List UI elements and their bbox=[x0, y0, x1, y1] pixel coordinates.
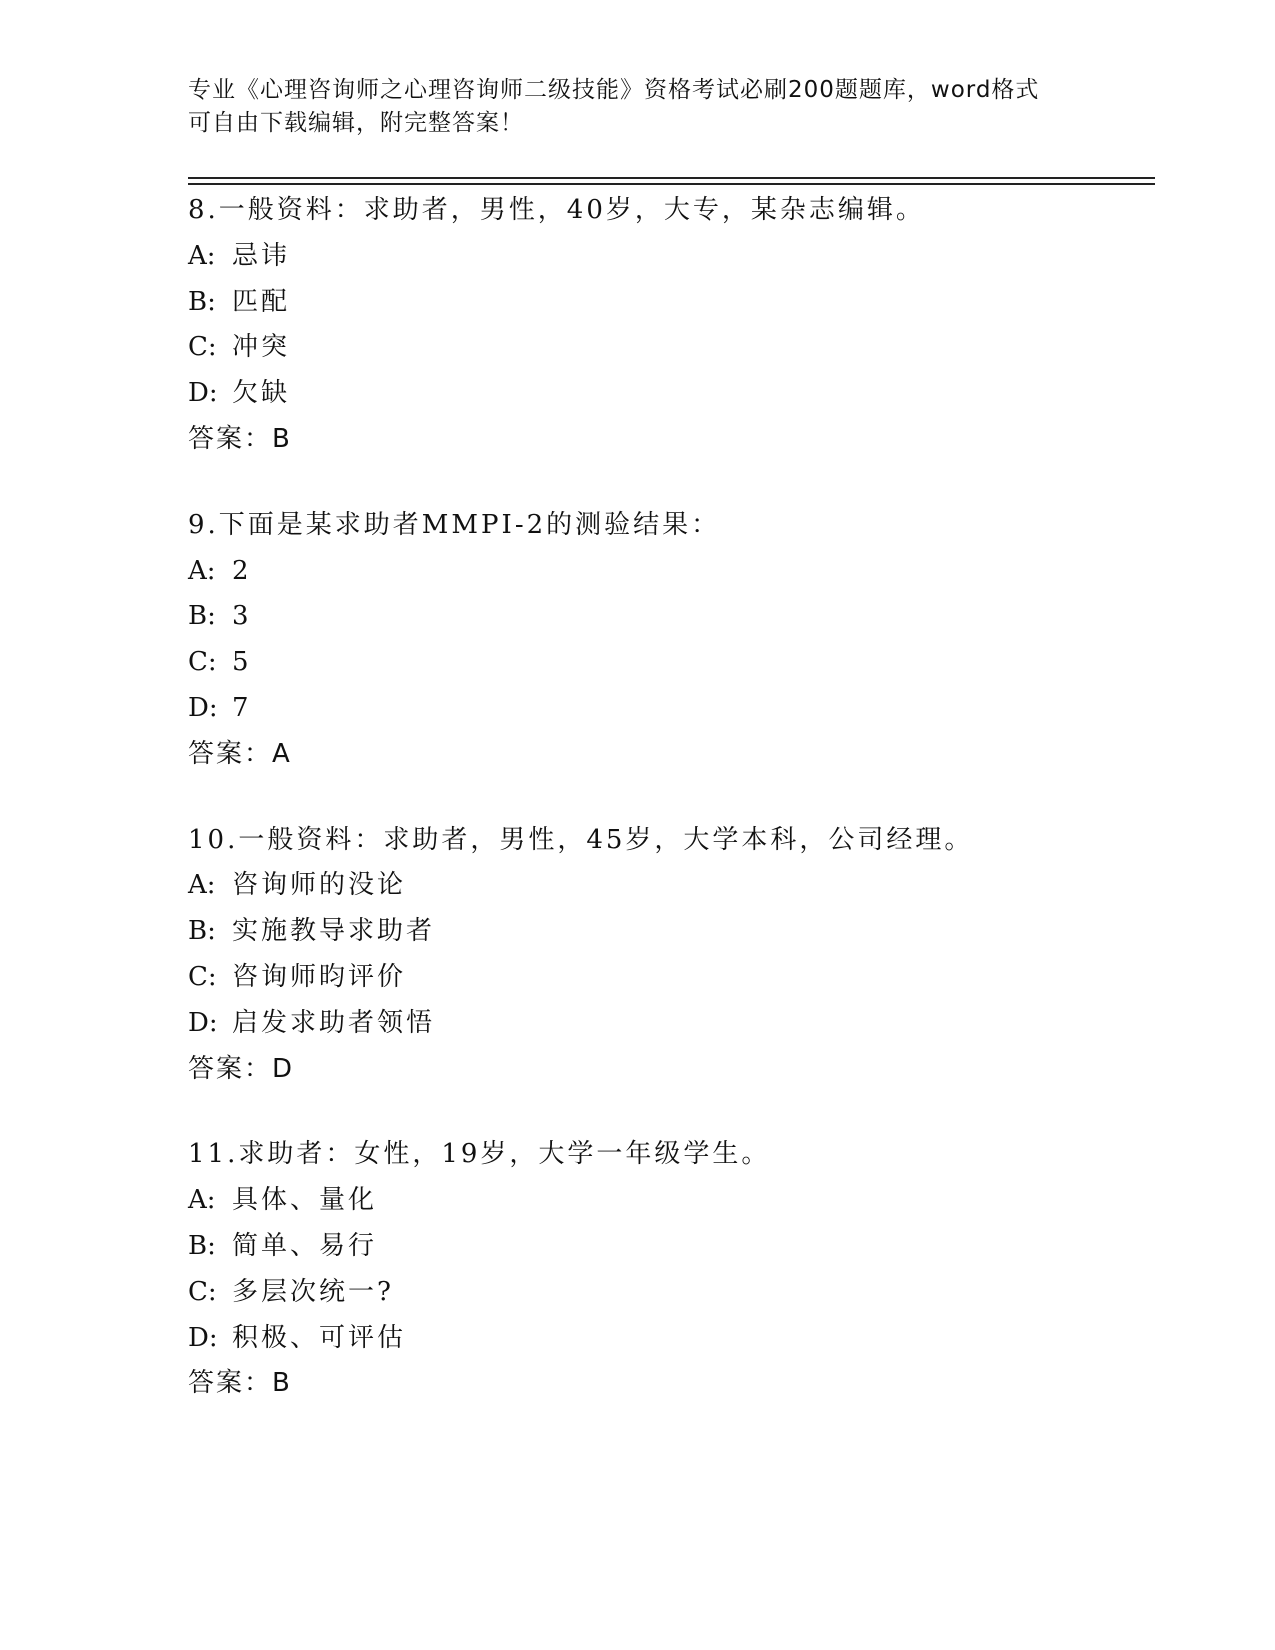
option-text: 忌讳 bbox=[232, 240, 291, 271]
option-letter: B: bbox=[188, 916, 216, 947]
question-9 bbox=[188, 503, 1148, 778]
option-d bbox=[188, 1001, 1148, 1047]
answer-line bbox=[188, 1047, 1148, 1093]
header-divider-top bbox=[188, 177, 1155, 179]
option-a bbox=[188, 234, 1148, 280]
answer-label: 答案： bbox=[188, 423, 273, 454]
answer-line bbox=[188, 732, 1148, 778]
option-letter: C: bbox=[188, 961, 217, 992]
option-letter: A: bbox=[188, 555, 216, 586]
option-letter: D: bbox=[188, 378, 218, 409]
option-letter: C: bbox=[188, 647, 217, 678]
option-text: 2 bbox=[232, 555, 252, 586]
question-stem: 9.下面是某求助者MMPI-2的测验结果： bbox=[188, 509, 721, 540]
option-text: 实施教导求助者 bbox=[232, 916, 436, 947]
header-title-line-2: 可自由下载编辑，附完整答案！ bbox=[188, 110, 524, 136]
question-8 bbox=[188, 188, 1148, 463]
option-letter: A: bbox=[188, 240, 216, 271]
question-11 bbox=[188, 1132, 1148, 1407]
option-b bbox=[188, 594, 1148, 640]
option-d bbox=[188, 1316, 1148, 1362]
option-text: 咨询师的没论 bbox=[232, 870, 407, 901]
option-c bbox=[188, 640, 1148, 686]
question-stem: 10.一般资料：求助者，男性，45岁，大学本科，公司经理。 bbox=[188, 824, 974, 855]
option-text: 启发求助者领悟 bbox=[232, 1007, 436, 1038]
answer-value: A bbox=[272, 738, 290, 769]
question-stem: 8.一般资料：求助者，男性，40岁，大专，某杂志编辑。 bbox=[188, 195, 925, 225]
option-text: 积极、可评估 bbox=[232, 1322, 407, 1353]
answer-value: B bbox=[272, 423, 290, 454]
answer-label: 答案： bbox=[188, 738, 273, 769]
answer-line bbox=[188, 1361, 1148, 1407]
option-text: 冲突 bbox=[232, 332, 291, 363]
document-header bbox=[188, 74, 1088, 140]
question-list bbox=[188, 188, 1148, 1447]
option-d bbox=[188, 686, 1148, 732]
question-stem: 11.求助者：女性，19岁，大学一年级学生。 bbox=[188, 1139, 771, 1170]
option-a bbox=[188, 863, 1148, 909]
answer-value: D bbox=[272, 1053, 293, 1084]
option-b bbox=[188, 909, 1148, 955]
answer-line bbox=[188, 417, 1148, 463]
option-text: 欠缺 bbox=[232, 378, 291, 409]
header-title-line-1: 专业《心理咨询师之心理咨询师二级技能》资格考试必刷200题题库，word格式 bbox=[188, 77, 1040, 103]
option-letter: A: bbox=[188, 870, 216, 901]
option-a bbox=[188, 549, 1148, 595]
option-letter: B: bbox=[188, 601, 216, 632]
option-text: 匹配 bbox=[232, 286, 291, 317]
answer-label: 答案： bbox=[188, 1053, 273, 1084]
answer-value: B bbox=[272, 1368, 290, 1399]
option-letter: B: bbox=[188, 286, 216, 317]
option-c bbox=[188, 955, 1148, 1001]
header-divider-bottom bbox=[188, 183, 1155, 185]
option-letter: B: bbox=[188, 1230, 216, 1261]
option-d bbox=[188, 371, 1148, 417]
option-text: 7 bbox=[232, 692, 252, 723]
option-letter: A: bbox=[188, 1185, 216, 1216]
option-c bbox=[188, 325, 1148, 371]
option-letter: C: bbox=[188, 332, 217, 363]
option-text: 简单、易行 bbox=[232, 1230, 378, 1261]
answer-label: 答案： bbox=[188, 1368, 273, 1399]
option-text: 5 bbox=[232, 647, 252, 678]
option-text: 3 bbox=[232, 601, 252, 632]
option-text: 咨询师昀评价 bbox=[232, 961, 407, 992]
option-letter: C: bbox=[188, 1276, 217, 1307]
option-text: 具体、量化 bbox=[232, 1185, 378, 1216]
option-letter: D: bbox=[188, 692, 218, 723]
question-10 bbox=[188, 818, 1148, 1093]
option-text: 多层次统一? bbox=[232, 1276, 394, 1307]
option-a bbox=[188, 1178, 1148, 1224]
option-b bbox=[188, 1224, 1148, 1270]
option-letter: D: bbox=[188, 1007, 218, 1038]
option-letter: D: bbox=[188, 1322, 218, 1353]
option-c bbox=[188, 1270, 1148, 1316]
option-b bbox=[188, 280, 1148, 326]
